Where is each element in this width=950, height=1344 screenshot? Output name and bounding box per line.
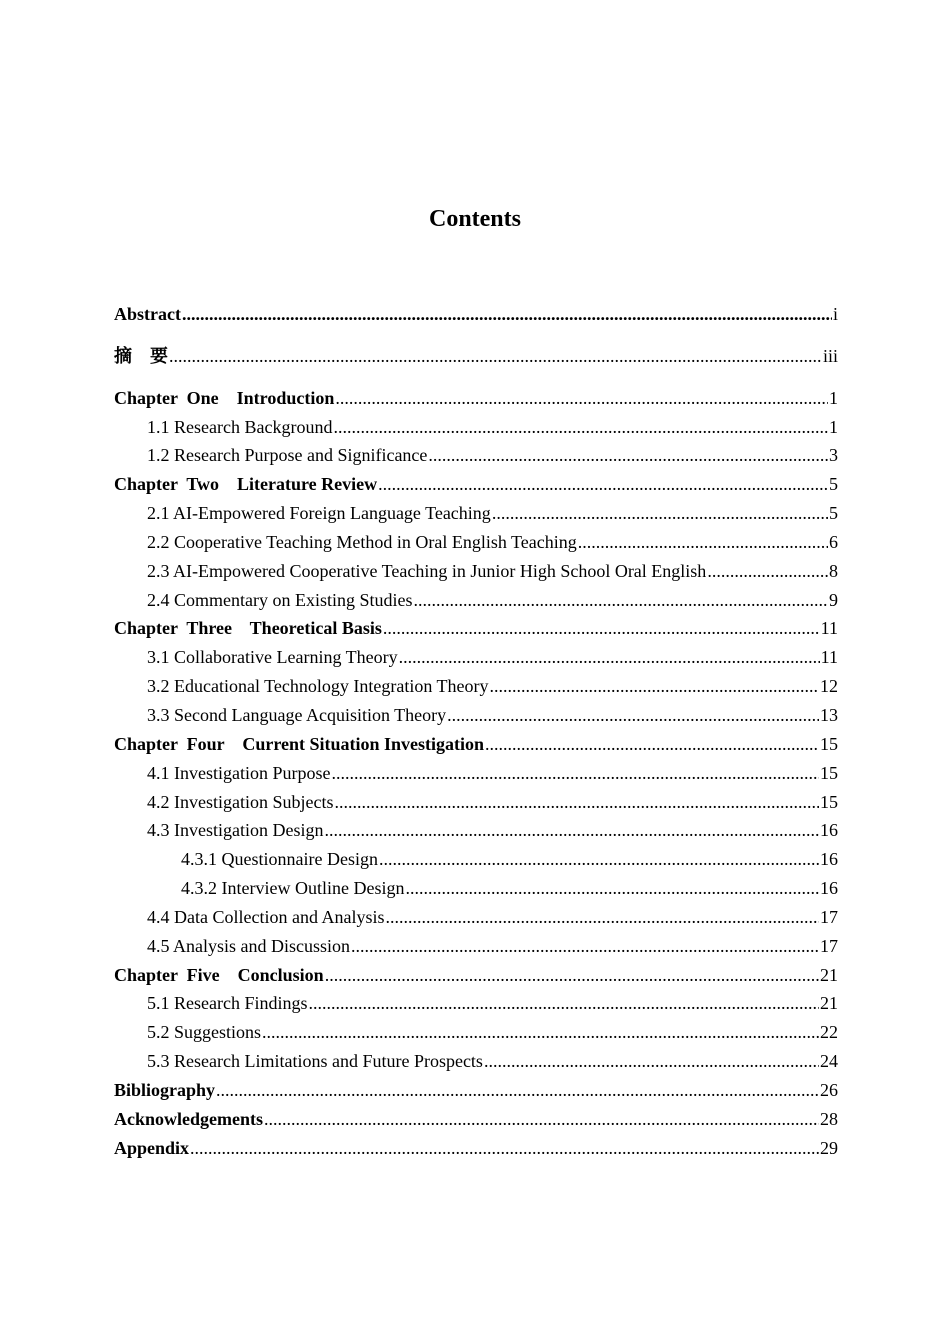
toc-entry-label: Chapter Three Theoretical Basis <box>114 618 382 639</box>
dot-leader <box>262 1018 819 1047</box>
toc-entry-label: Chapter One Introduction <box>114 387 335 408</box>
toc-entry[interactable] <box>114 1076 838 1105</box>
dot-leader <box>484 1047 819 1076</box>
toc-entry-label: Acknowledgements <box>114 1108 263 1129</box>
toc-entry[interactable] <box>114 1047 838 1076</box>
toc-entry-page-number: 12 <box>820 676 838 697</box>
toc-entry-label: 5.2 Suggestions <box>147 1022 262 1043</box>
toc-entry[interactable] <box>114 1134 838 1163</box>
dot-leader <box>405 874 819 903</box>
toc-entry-page-number: 8 <box>829 560 838 581</box>
toc-entry[interactable] <box>114 932 838 961</box>
dot-leader <box>308 989 819 1018</box>
toc-entry-page-number: 9 <box>829 589 838 610</box>
toc-entry-page-number: 16 <box>820 820 838 841</box>
toc-entry[interactable] <box>114 989 838 1018</box>
toc-entry-label: 4.1 Investigation Purpose <box>147 762 331 783</box>
toc-entry[interactable] <box>114 643 838 672</box>
toc-entry[interactable] <box>114 342 838 371</box>
toc-entry-label: 5.3 Research Limitations and Future Prospects <box>147 1051 483 1072</box>
toc-entry-page-number: 15 <box>820 762 838 783</box>
dot-leader <box>331 759 819 788</box>
toc-entry-page-number: 28 <box>820 1108 838 1129</box>
toc-entry-label: Chapter Five Conclusion <box>114 964 324 985</box>
toc-entry-label: 1.1 Research Background <box>147 416 333 437</box>
toc-entry-label: 1.2 Research Purpose and Significance <box>147 445 428 466</box>
dot-leader <box>428 441 828 470</box>
toc-entry[interactable] <box>114 586 838 615</box>
toc-entry-page-number: 17 <box>820 906 838 927</box>
dot-leader <box>335 384 828 413</box>
dot-leader <box>447 701 819 730</box>
toc-entry-page-number: 21 <box>820 993 838 1014</box>
toc-entry[interactable] <box>114 528 838 557</box>
toc-entry-page-number: 22 <box>820 1022 838 1043</box>
toc-entry-label: Chapter Four Current Situation Investigation <box>114 733 485 754</box>
toc-entry[interactable] <box>114 413 838 442</box>
toc-entry[interactable] <box>114 557 838 586</box>
toc-entry-label: 3.2 Educational Technology Integration Theory <box>147 676 489 697</box>
toc-entry-page-number: 15 <box>820 733 838 754</box>
dot-leader <box>399 643 820 672</box>
toc-entry-label: Appendix <box>114 1137 190 1158</box>
toc-entry-page-number: 11 <box>820 647 838 668</box>
toc-entry-page-number: 11 <box>820 618 838 639</box>
toc-entry[interactable] <box>114 788 838 817</box>
toc-entry-page-number: 5 <box>829 503 838 524</box>
toc-entry-label: 4.3 Investigation Design <box>147 820 324 841</box>
dot-leader <box>169 342 822 371</box>
toc-entry[interactable] <box>114 961 838 990</box>
toc-entry-page-number: 29 <box>820 1137 838 1158</box>
toc-entry-page-number: 24 <box>820 1051 838 1072</box>
dot-leader <box>385 903 819 932</box>
dot-leader <box>190 1134 819 1163</box>
toc-entry-label: 3.1 Collaborative Learning Theory <box>147 647 398 668</box>
toc-entry-page-number: 6 <box>829 531 838 552</box>
toc-entry-label: 2.1 AI-Empowered Foreign Language Teaching <box>147 503 491 524</box>
toc-entry[interactable] <box>114 614 838 643</box>
toc-entry-label: 4.2 Investigation Subjects <box>147 791 334 812</box>
toc-entry-page-number: 1 <box>829 416 838 437</box>
toc-entry-page-number: 15 <box>820 791 838 812</box>
toc-entry[interactable] <box>114 701 838 730</box>
toc-entry-label: 4.3.2 Interview Outline Design <box>181 878 405 899</box>
dot-leader <box>334 788 819 817</box>
toc-entry[interactable] <box>114 499 838 528</box>
dot-leader <box>182 300 832 329</box>
dot-leader <box>378 470 828 499</box>
toc-entry-page-number: i <box>832 304 838 324</box>
toc-entry-page-number: 5 <box>829 474 838 495</box>
toc-entry[interactable] <box>114 300 838 329</box>
dot-leader <box>489 672 819 701</box>
toc-entry-page-number: 26 <box>820 1079 838 1100</box>
toc-entry[interactable] <box>114 730 838 759</box>
toc-entry-label: 3.3 Second Language Acquisition Theory <box>147 704 447 725</box>
toc-entry[interactable] <box>114 441 838 470</box>
dot-leader <box>325 961 819 990</box>
toc-entry-label: Abstract <box>114 304 181 324</box>
dot-leader <box>707 557 828 586</box>
toc-entry-page-number: 1 <box>829 387 838 408</box>
toc-entry[interactable] <box>114 903 838 932</box>
dot-leader <box>216 1076 819 1105</box>
dot-leader <box>379 845 819 874</box>
toc-entry-page-number: 3 <box>829 445 838 466</box>
toc-entry-page-number: 16 <box>820 849 838 870</box>
toc-entry[interactable] <box>114 874 838 903</box>
toc-entry-label: Bibliography <box>114 1079 216 1100</box>
dot-leader <box>492 499 828 528</box>
table-of-contents <box>114 300 838 1162</box>
page-title: Contents <box>428 206 521 232</box>
toc-entry-label: 4.5 Analysis and Discussion <box>147 935 351 956</box>
toc-entry-label: 4.3.1 Questionnaire Design <box>181 849 378 870</box>
toc-entry-label: 2.2 Cooperative Teaching Method in Oral English Teaching <box>147 531 577 552</box>
dot-leader <box>351 932 819 961</box>
dot-leader <box>485 730 819 759</box>
toc-entry[interactable] <box>114 470 838 499</box>
toc-entry-label: 2.4 Commentary on Existing Studies <box>147 589 413 610</box>
dot-leader <box>383 614 820 643</box>
toc-entry-label: 2.3 AI-Empowered Cooperative Teaching in Junior High School Oral English <box>147 560 707 581</box>
toc-entry-label: Chapter Two Literature Review <box>114 474 378 495</box>
toc-entry-page-number: 13 <box>820 704 838 725</box>
toc-entry-page-number: 17 <box>820 935 838 956</box>
toc-entry[interactable] <box>114 384 838 413</box>
toc-entry[interactable] <box>114 759 838 788</box>
toc-entry-page-number: iii <box>822 345 838 366</box>
toc-entry-page-number: 21 <box>820 964 838 985</box>
toc-entry[interactable] <box>114 845 838 874</box>
dot-leader <box>414 586 829 615</box>
toc-entry[interactable] <box>114 1105 838 1134</box>
dot-leader <box>324 816 819 845</box>
toc-entry[interactable] <box>114 672 838 701</box>
toc-entry-label: 4.4 Data Collection and Analysis <box>147 906 385 927</box>
toc-entry-page-number: 16 <box>820 878 838 899</box>
toc-entry[interactable] <box>114 1018 838 1047</box>
dot-leader <box>264 1105 819 1134</box>
dot-leader <box>578 528 828 557</box>
toc-entry-label: 摘 要 <box>114 345 168 366</box>
dot-leader <box>333 413 828 442</box>
toc-entry[interactable] <box>114 816 838 845</box>
toc-entry-label: 5.1 Research Findings <box>147 993 308 1014</box>
